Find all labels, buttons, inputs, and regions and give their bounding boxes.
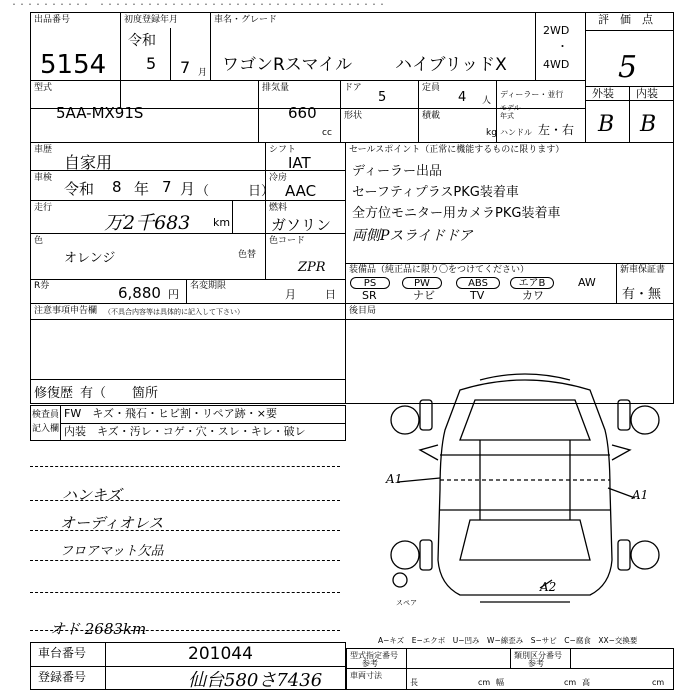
recycle-label: R券 [34,281,50,291]
footer-s1: 参考 [362,659,378,668]
car-grade: ハイブリッドX [395,55,507,75]
registration-label: 登録番号 [38,670,87,684]
displacement-value: 660 [288,104,317,122]
warranty-value: 有・無 [622,287,662,302]
meigi-day: 日 [325,288,336,301]
load-unit: kg [486,128,497,138]
ext-label: 外装 [592,87,614,100]
mileage-unit: km [213,216,231,229]
attention-sub: （不具合内容等は具体的に記入して下さい） [104,308,244,316]
inspection-year-unit: 年 [134,180,150,198]
inspection-year: 8 [112,178,122,196]
recycle-unit: 円 [168,288,179,301]
footer-u2: cm [564,678,577,687]
note-line-1: ハンキズ [62,486,122,504]
drive-dot: ・ [557,40,568,53]
damage-right: A1 [632,488,649,502]
recycle-value: 6,880 [118,284,161,302]
model-year-label: モデル年式 [500,104,521,120]
footer-s4: 長 [410,678,418,687]
equip-ps: PS [350,277,390,289]
repair-value: 有（ 箇所 [80,386,159,401]
shift-label: シフト [269,145,297,155]
color-code-label: 色コード [269,236,306,246]
aircon-label: 冷房 [269,173,288,183]
car-name: ワゴンRスマイル [222,55,353,75]
fuel-label: 燃料 [269,203,288,213]
aircon-value: AAC [285,182,317,200]
footer-r1: 型式指定番号 [350,651,398,660]
damage-diagram [380,370,670,610]
lot-label: 出品番号 [34,15,71,25]
usage-label: 車歴 [34,145,53,155]
color-value: オレンジ [64,251,116,266]
footer-u1: cm [478,678,491,687]
inspector-label-1: 検査員 [32,410,60,420]
footer-s5: 幅 [496,678,504,687]
color-change-label: 色替 [238,250,257,260]
selling-label: セールスポイント（正常に機能するものに限ります） [349,145,565,155]
damage-legend: A−キズ E−エクボ U−凹み W−線歪み S−サビ C−腐食 XX−交換要 [378,636,638,645]
equip-sr: SR [362,289,377,302]
ext-grade: B [598,112,615,137]
inspection-era: 令和 [64,180,95,198]
shape-label: 形状 [344,111,363,121]
meigi-label: 名変期限 [190,281,227,291]
handle-label: ハンドル [500,128,532,137]
first-reg-era: 令和 [128,33,156,49]
mileage-label: 走行 [34,203,53,213]
selling-line-3: 全方位モニター用カメラPKG装着車 [352,206,561,221]
inspector-row-1: FW キズ・飛石・ヒビ割・リペア跡・×要 [64,407,277,420]
inspection-label: 車検 [34,173,53,183]
inspector-label-2: 記入欄 [32,424,60,434]
top-strip: ・・・・・・・・・・ ・・・・・・・・・・・・・・・・・・・・・・・・・・・・・・・・・・・・ [10,0,386,9]
damage-left: A1 [386,472,403,486]
displacement-unit: cc [322,128,332,138]
footer-u3: cm [652,678,665,687]
displacement-label: 排気量 [262,83,290,93]
inspection-month: 7 [162,178,172,196]
registration-value: 仙台580さ7436 [188,670,323,691]
equip-navi: ナビ [413,289,435,302]
dealer-label: ディーラー・並行 [500,90,564,99]
chassis-value: 201044 [188,644,253,664]
capacity-label: 定員 [422,83,441,93]
inspector-row-2: 内装 キズ・汚レ・コゲ・穴・スレ・キレ・破レ [64,425,306,438]
lot-number: 5154 [40,50,107,80]
model-label: 型式 [34,83,53,93]
note-line-2: オーディオレス [60,514,164,532]
shift-value: IAT [288,154,311,172]
repair-label: 修復歴 [34,386,74,401]
note-line-3: フロアマット欠品 [60,544,164,559]
first-reg-label: 初度登録年月 [124,15,179,25]
selling-line-2: セーフティプラスPKG装着車 [352,185,519,200]
color-label: 色 [34,236,44,246]
doors-value: 5 [378,90,387,105]
equip-abs: ABS [456,277,500,289]
equip-tv: TV [470,289,485,302]
load-label: 積載 [422,111,441,121]
footer-s2: 参考 [528,659,544,668]
inspection-month-unit: 月 [180,180,196,198]
odometer-note: オド 2683km [50,620,147,638]
fuel-value: ガソリン [271,216,332,234]
usage-value: 自家用 [64,153,113,172]
chassis-label: 車台番号 [38,646,87,660]
first-reg-year: 5 [146,54,157,73]
meigi-month: 月 [285,288,296,301]
equip-pw: PW [402,277,442,289]
equipment-label: 装備品（純正品に限り〇をつけてください） [349,265,530,275]
score-value: 5 [618,50,638,85]
attention-label: 注意事項申告欄 [34,306,98,316]
footer-s3: 車両寸法 [350,671,382,680]
footer-s6: 高 [582,678,590,687]
drive-4wd: 4WD [543,58,570,71]
doors-label: ドア [344,83,362,93]
score-label: 評 価 点 [598,13,653,26]
damage-bottom: A2 [540,580,557,594]
equip-leather: カワ [522,289,544,302]
handle-value: 左・右 [538,123,575,137]
equip-airbag: エアB [510,277,554,289]
warranty-label: 新車保証書 [620,265,666,275]
spare-label: スペア [396,599,417,607]
equip-aw: AW [578,276,596,289]
drive-2wd: 2WD [543,24,570,37]
mileage-value: 万2千683 [104,212,191,234]
selling-line-1: ディーラー出品 [352,164,442,179]
first-reg-month: 7 [180,58,191,77]
footer-r2: 類別区分番号 [514,651,562,660]
first-reg-month-unit: 月 [198,68,208,78]
int-label: 内装 [636,87,658,100]
selling-line-4: 両側Pスライドドア [352,228,473,244]
car-label: 車名・グレード [214,15,278,25]
rear-seat-label: 後目局 [349,306,377,316]
int-grade: B [640,112,657,137]
capacity-value: 4 [458,90,467,105]
capacity-unit: 人 [482,96,492,106]
model-value: 5AA-MX91S [56,104,144,122]
color-code-value: ZPR [298,260,326,275]
inspection-day: （ 日） [196,184,275,199]
